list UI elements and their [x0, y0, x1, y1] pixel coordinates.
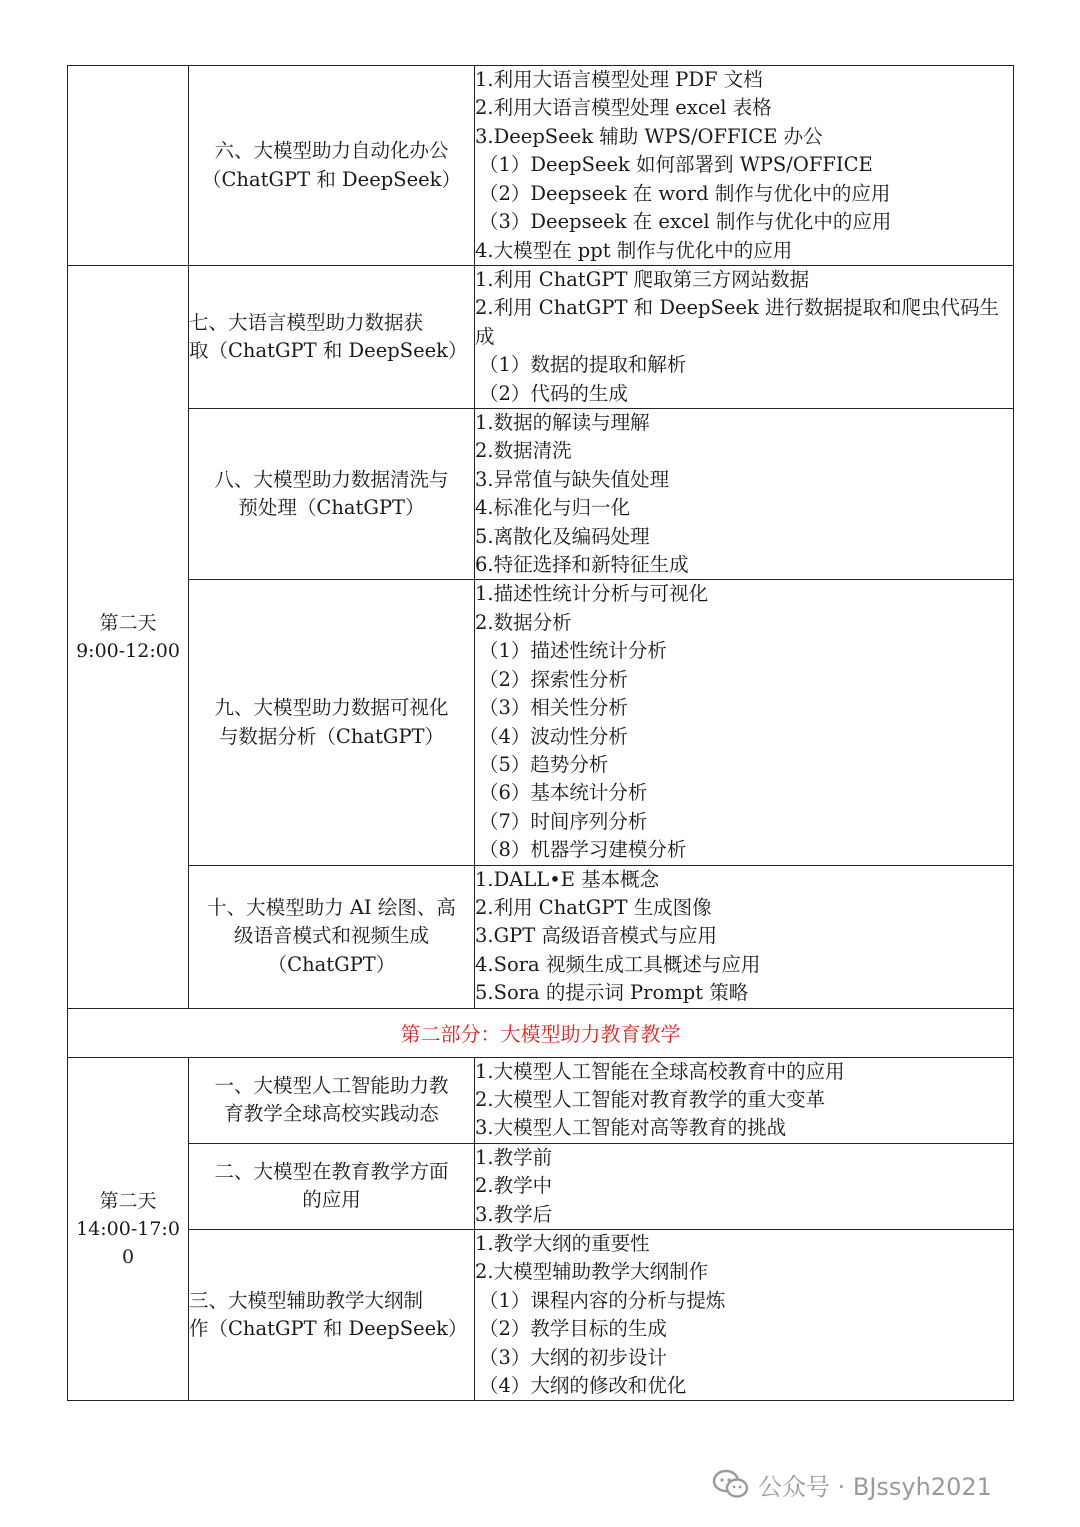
list-item: 2.利用 ChatGPT 生成图像 [475, 895, 712, 919]
list-item: （1）数据的提取和解析 [479, 353, 687, 377]
topic-line: 一、大模型人工智能助力教 [214, 1073, 449, 1097]
topic-line: 取（ChatGPT 和 DeepSeek） [189, 339, 468, 363]
list-item: （1）课程内容的分析与提炼 [479, 1288, 726, 1312]
table-row [68, 865, 1014, 1008]
table-row [68, 266, 1014, 409]
topic-line: 三、大模型辅助教学大纲制 [189, 1288, 424, 1312]
day-time: 9:00-12:00 [76, 639, 180, 662]
day-time: 14:00-17:00 [76, 1218, 180, 1268]
content-cell [475, 1057, 1014, 1143]
list-item: （3）Deepseek 在 excel 制作与优化中的应用 [479, 210, 892, 234]
day-cell-empty [68, 66, 189, 266]
list-item: （7）时间序列分析 [479, 809, 648, 833]
list-item: 5.Sora 的提示词 Prompt 策略 [475, 981, 749, 1005]
list-item: （2）Deepseek 在 word 制作与优化中的应用 [479, 181, 891, 205]
content-cell [475, 266, 1014, 409]
content-cell [475, 580, 1014, 865]
list-item: 3.DeepSeek 辅助 WPS/OFFICE 办公 [475, 124, 823, 148]
list-item: 2.大模型辅助教学大纲制作 [475, 1260, 709, 1284]
list-item: 2.大模型人工智能对教育教学的重大变革 [475, 1087, 826, 1111]
topic-cell [189, 1057, 475, 1143]
content-cell [475, 1143, 1014, 1229]
list-item: 3.教学后 [475, 1202, 553, 1226]
list-item: （4）波动性分析 [479, 724, 628, 748]
topic-cell [189, 409, 475, 580]
topic-line: 预处理（ChatGPT） [238, 496, 425, 520]
topic-cell [189, 1230, 475, 1401]
list-item: 3.GPT 高级语音模式与应用 [475, 924, 718, 948]
list-item: 1.教学大纲的重要性 [475, 1232, 650, 1255]
list-item: （1）DeepSeek 如何部署到 WPS/OFFICE [479, 153, 873, 177]
topic-line: 作（ChatGPT 和 DeepSeek） [189, 1317, 468, 1341]
table-row [68, 1057, 1014, 1143]
list-item: 1.描述性统计分析与可视化 [475, 582, 709, 606]
topic-cell [189, 66, 475, 266]
topic-line: 二、大模型在教育教学方面 [214, 1159, 449, 1183]
topic-line: 六、大模型助力自动化办公 [214, 139, 449, 162]
topic-line: 八、大模型助力数据清洗与 [214, 467, 449, 491]
list-item: 1.数据的解读与理解 [475, 411, 650, 435]
topic-line: （ChatGPT） [267, 952, 396, 976]
list-item: 1.DALL•E 基本概念 [475, 867, 660, 891]
list-item: （8）机器学习建模分析 [479, 838, 687, 862]
topic-line: 与数据分析（ChatGPT） [218, 724, 445, 748]
topic-cell [189, 580, 475, 865]
list-item: 4.大模型在 ppt 制作与优化中的应用 [475, 238, 793, 262]
list-item: 3.大模型人工智能对高等教育的挑战 [475, 1116, 787, 1140]
course-schedule-table [67, 65, 1014, 1401]
list-item: 2.利用大语言模型处理 excel 表格 [475, 96, 772, 120]
section-row [68, 1008, 1014, 1057]
topic-line: 的应用 [302, 1188, 361, 1212]
list-item: （6）基本统计分析 [479, 781, 648, 805]
topic-line: 七、大语言模型助力数据获 [189, 310, 424, 334]
list-item: （2）教学目标的生成 [479, 1317, 667, 1341]
list-item: 6.特征选择和新特征生成 [475, 553, 689, 577]
section-title: 第二部分：大模型助力教育教学 [68, 1008, 1014, 1057]
content-cell [475, 409, 1014, 580]
list-item: （4）大纲的修改和优化 [479, 1374, 687, 1398]
table-row [68, 409, 1014, 580]
content-cell [475, 66, 1014, 266]
list-item: （5）趋势分析 [479, 752, 609, 776]
list-item: 4.标准化与归一化 [475, 496, 631, 520]
wechat-watermark [712, 1466, 992, 1502]
topic-line: （ChatGPT 和 DeepSeek） [202, 167, 461, 191]
topic-cell [189, 266, 475, 409]
list-item: （2）探索性分析 [479, 667, 628, 691]
list-item: （3）相关性分析 [479, 696, 628, 720]
list-item: 1.利用 ChatGPT 爬取第三方网站数据 [475, 268, 810, 291]
list-item: （3）大纲的初步设计 [479, 1345, 667, 1369]
topic-line: 十、大模型助力 AI 绘图、高 [207, 895, 456, 919]
topic-line: 九、大模型助力数据可视化 [214, 696, 449, 719]
content-cell [475, 865, 1014, 1008]
list-item: 2.数据分析 [475, 610, 572, 634]
list-item: 3.异常值与缺失值处理 [475, 467, 670, 491]
day-cell [68, 1057, 189, 1401]
day-cell [68, 266, 189, 1009]
wechat-icon [712, 1469, 750, 1499]
table-row [68, 580, 1014, 865]
content-cell [475, 1230, 1014, 1401]
list-item: 5.离散化及编码处理 [475, 524, 650, 548]
table-row [68, 1143, 1014, 1229]
topic-line: 育教学全球高校实践动态 [224, 1102, 439, 1126]
list-item: （1）描述性统计分析 [479, 639, 667, 663]
table-row [68, 66, 1014, 266]
list-item: 2.教学中 [475, 1174, 553, 1198]
list-item: 1.大模型人工智能在全球高校教育中的应用 [475, 1059, 845, 1083]
day-label: 第二天 [99, 1190, 157, 1212]
topic-cell [189, 865, 475, 1008]
list-item: 1.利用大语言模型处理 PDF 文档 [475, 68, 763, 92]
list-item: 2.利用 ChatGPT 和 DeepSeek 进行数据提取和爬虫代码生成 [475, 296, 999, 348]
table-row [68, 1230, 1014, 1401]
list-item: 1.教学前 [475, 1145, 553, 1169]
topic-cell [189, 1143, 475, 1229]
list-item: （2）代码的生成 [479, 381, 628, 405]
list-item: 2.数据清洗 [475, 439, 572, 463]
list-item: 4.Sora 视频生成工具概述与应用 [475, 952, 761, 976]
day-label: 第二天 [99, 611, 157, 634]
topic-line: 级语音模式和视频生成 [233, 924, 429, 948]
watermark-text: 公众号 · BJssyh2021 [758, 1472, 992, 1501]
